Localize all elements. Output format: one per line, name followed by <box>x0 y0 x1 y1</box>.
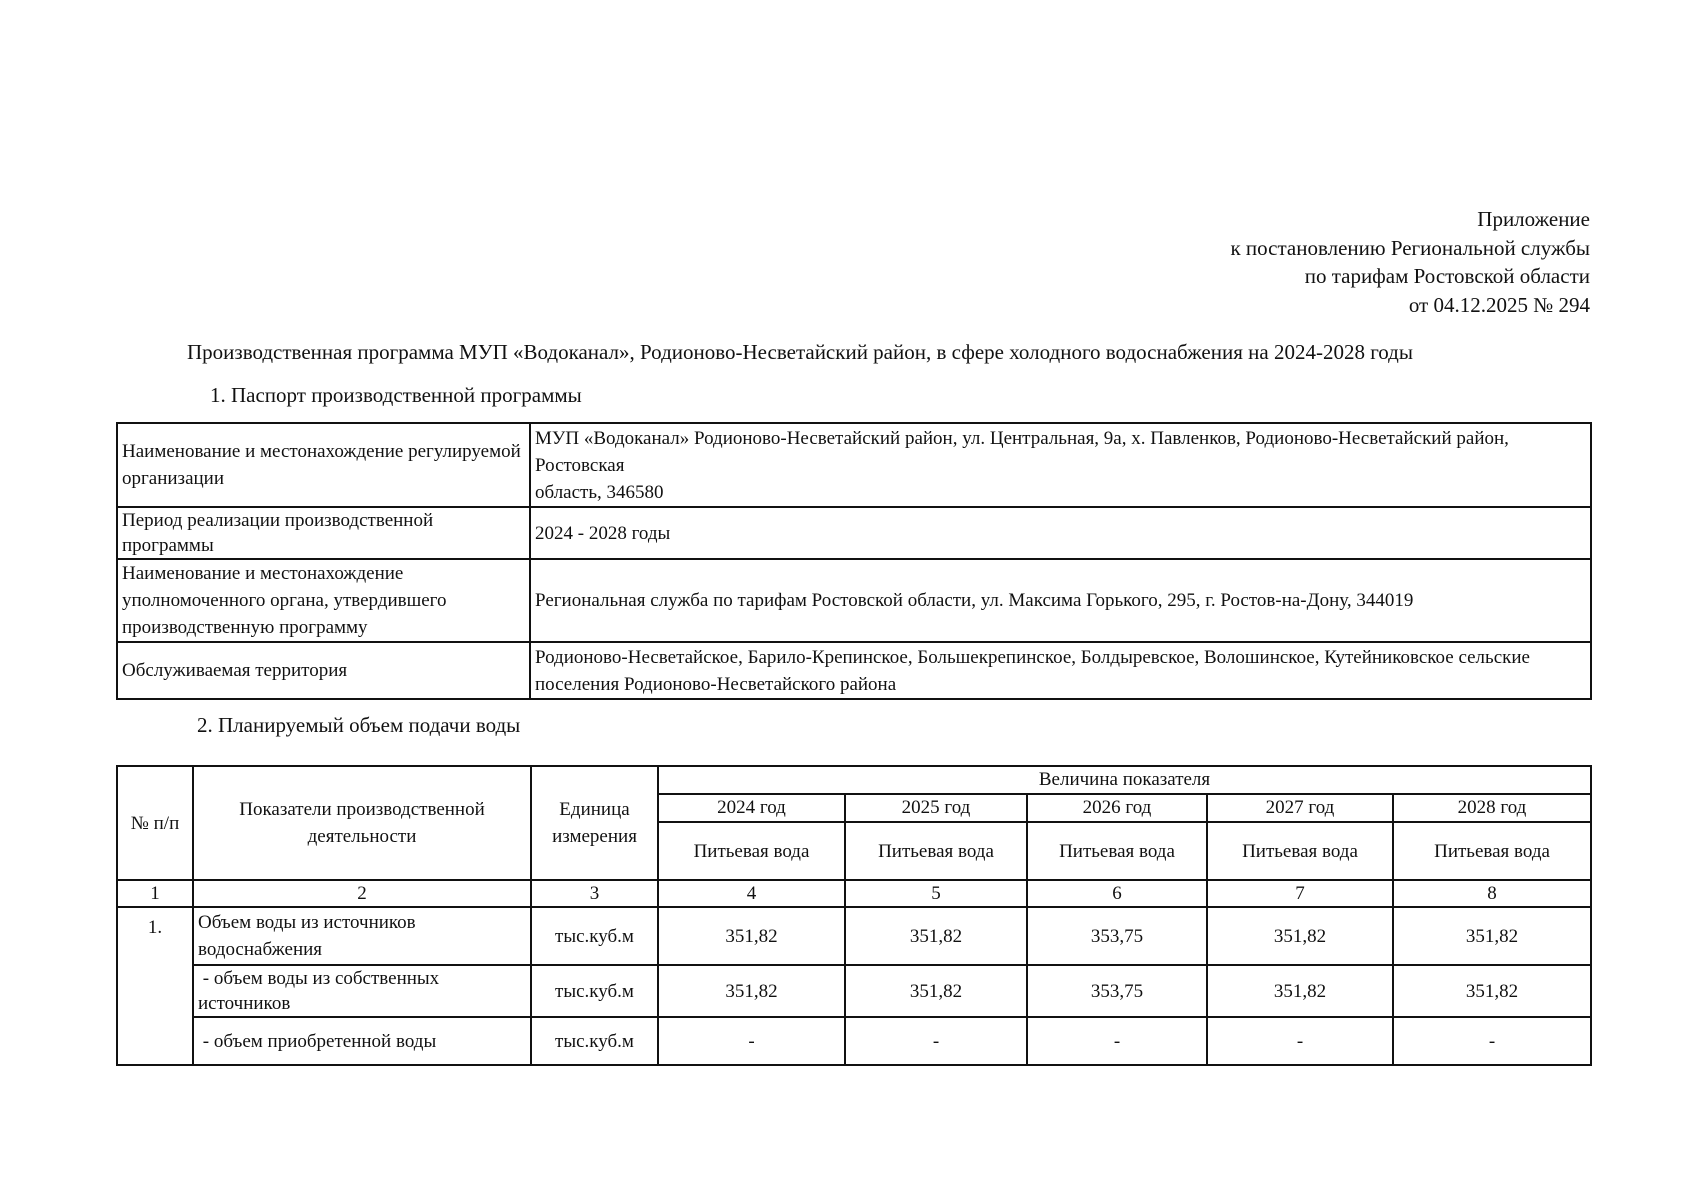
table-row <box>117 1017 1591 1065</box>
column-number: 6 <box>1027 880 1207 907</box>
header-water-type: Питьевая вода <box>845 822 1027 880</box>
row-unit: тыс.куб.м <box>531 907 658 965</box>
column-number: 7 <box>1207 880 1393 907</box>
passport-label: Наименование и местонахождение уполномоченного органа, утвердившего производственную программу <box>117 559 530 642</box>
row-unit: тыс.куб.м <box>531 1017 658 1065</box>
row-value: 351,82 <box>1207 907 1393 965</box>
document-title: Производственная программа МУП «Водоканал», Родионово-Несветайский район, в сфере холодного водоснабжения на 2024-2028 годы <box>187 340 1413 364</box>
header-year: 2024 год <box>658 794 845 822</box>
appendix-block <box>1230 205 1590 319</box>
row-indicator: - объем воды из собственных источников <box>193 965 531 1017</box>
appendix-line-3: по тарифам Ростовской области <box>1304 264 1590 288</box>
section2-title: 2. Планируемый объем подачи воды <box>197 713 521 737</box>
row-num: 1. <box>117 907 193 1065</box>
header-indicator: Показатели производственной деятельности <box>193 766 531 880</box>
row-value: 353,75 <box>1027 965 1207 1017</box>
header-water-type: Питьевая вода <box>1027 822 1207 880</box>
row-unit: тыс.куб.м <box>531 965 658 1017</box>
row-value: - <box>1393 1017 1591 1065</box>
row-value: 351,82 <box>1393 907 1591 965</box>
row-value: 351,82 <box>1207 965 1393 1017</box>
row-value: - <box>1027 1017 1207 1065</box>
header-unit: Единица измерения <box>531 766 658 880</box>
passport-value-line: 2024 - 2028 годы <box>535 522 671 544</box>
column-number: 2 <box>193 880 531 907</box>
row-value: - <box>845 1017 1027 1065</box>
passport-label: Обслуживаемая территория <box>117 642 530 699</box>
passport-value-line: Региональная служба по тарифам Ростовской области, ул. Максима Горького, 295, г. Ростов-на-Дону, 344019 <box>535 590 1414 611</box>
table-row <box>117 965 1591 1017</box>
water-volume-table <box>116 765 1592 1066</box>
table-row <box>117 907 1591 965</box>
column-number: 4 <box>658 880 845 907</box>
passport-value <box>530 642 1591 699</box>
row-value: 351,82 <box>845 907 1027 965</box>
passport-row <box>117 423 1591 507</box>
row-value: 351,82 <box>658 907 845 965</box>
passport-table <box>116 422 1592 700</box>
header-value-group: Величина показателя <box>658 766 1591 794</box>
column-number-row <box>117 880 1591 907</box>
header-water-type: Питьевая вода <box>1207 822 1393 880</box>
section1-title: 1. Паспорт производственной программы <box>210 383 582 407</box>
row-indicator: Объем воды из источников водоснабжения <box>193 907 531 965</box>
column-number: 1 <box>117 880 193 907</box>
header-year: 2027 год <box>1207 794 1393 822</box>
passport-value <box>530 507 1591 559</box>
row-value: 353,75 <box>1027 907 1207 965</box>
passport-value <box>530 559 1591 642</box>
passport-row <box>117 559 1591 642</box>
appendix-line-4: от 04.12.2025 № 294 <box>1408 292 1590 317</box>
row-indicator: - объем приобретенной воды <box>193 1017 531 1065</box>
header-year: 2028 год <box>1393 794 1591 822</box>
passport-value-line: МУП «Водоканал» Родионово-Несветайский район, ул. Центральная, 9а, х. Павленков, Родионово-Несветайский район, Ростовская <box>535 427 1509 476</box>
column-number: 5 <box>845 880 1027 907</box>
row-value: 351,82 <box>1393 965 1591 1017</box>
header-num: № п/п <box>117 766 193 880</box>
passport-value-line: Родионово-Несветайское, Барило-Крепинское, Большекрепинское, Болдыревское, Волошинское, Кутейниковское сельские поселения Родионово-Несветайского района <box>535 646 1530 695</box>
passport-value <box>530 423 1591 507</box>
row-value: - <box>1207 1017 1393 1065</box>
passport-value-line: область, 346580 <box>535 481 664 503</box>
column-number: 3 <box>531 880 658 907</box>
header-water-type: Питьевая вода <box>1393 822 1591 880</box>
column-number: 8 <box>1393 880 1591 907</box>
row-value: 351,82 <box>658 965 845 1017</box>
appendix-line-2: к постановлению Региональной службы <box>1230 235 1590 260</box>
passport-label: Наименование и местонахождение регулируемой организации <box>117 423 530 507</box>
row-value: - <box>658 1017 845 1065</box>
header-year: 2026 год <box>1027 794 1207 822</box>
header-year: 2025 год <box>845 794 1027 822</box>
appendix-line-1: Приложение <box>1477 207 1590 231</box>
passport-label: Период реализации производственной программы <box>117 507 530 559</box>
passport-row <box>117 507 1591 559</box>
header-row <box>117 766 1591 794</box>
passport-row <box>117 642 1591 699</box>
row-value: 351,82 <box>845 965 1027 1017</box>
header-water-type: Питьевая вода <box>658 822 845 880</box>
